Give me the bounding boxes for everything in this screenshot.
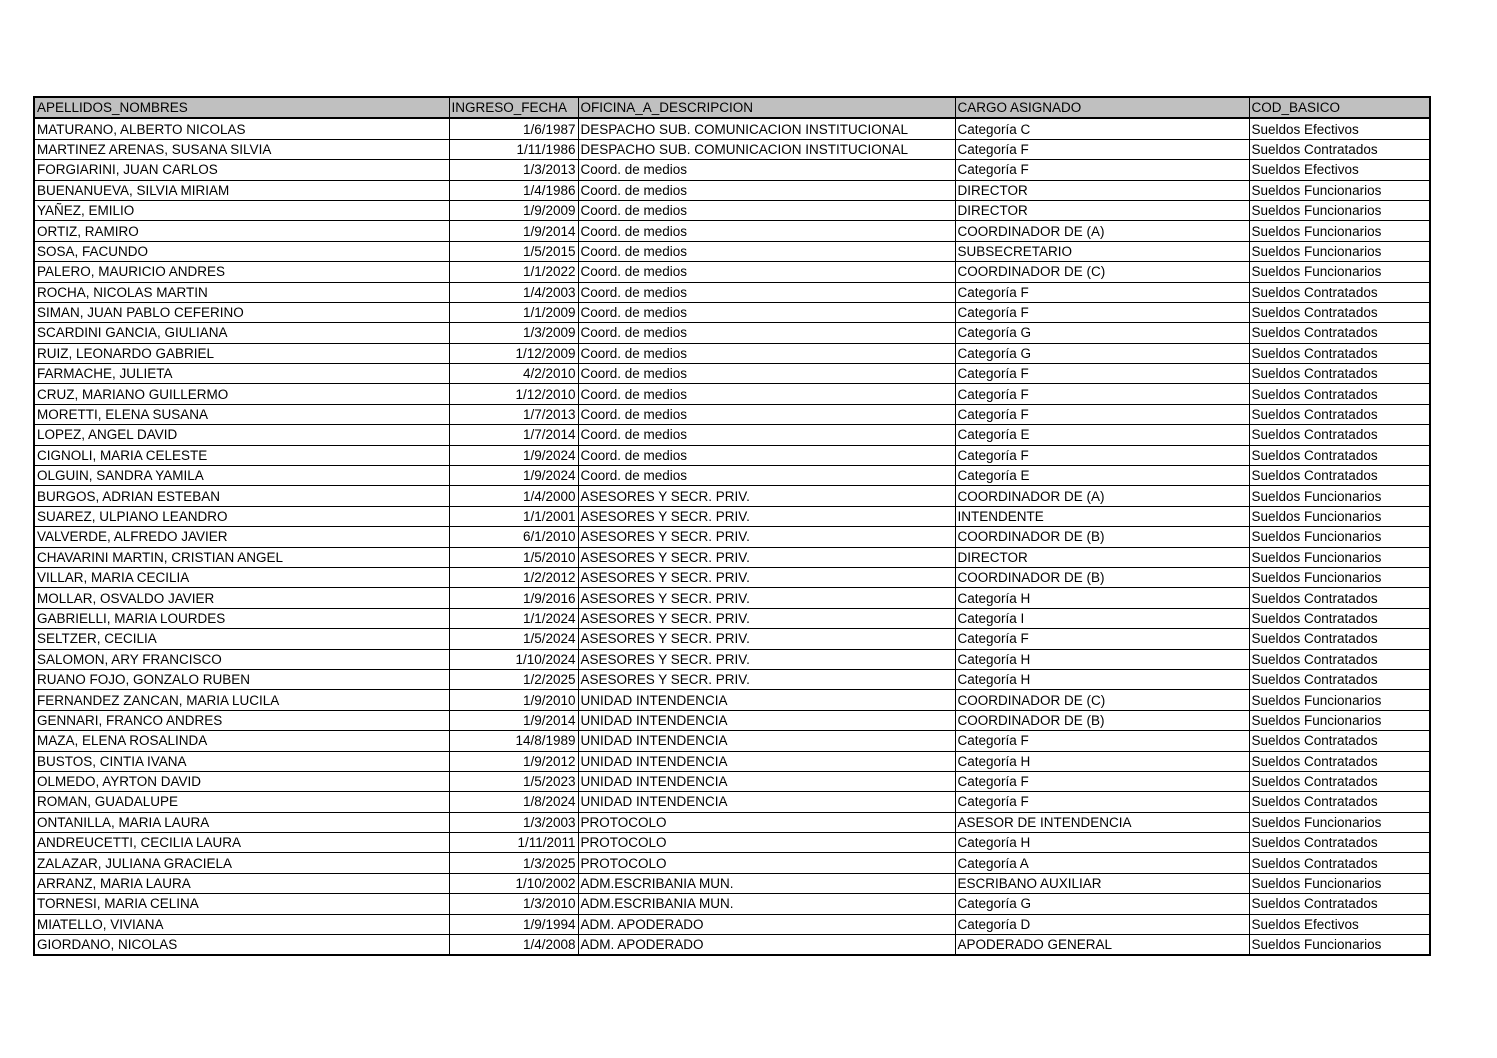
- table-row: [34, 629, 1430, 649]
- cell-ingreso-fecha: 1/3/2003: [449, 812, 578, 832]
- table-row: [34, 527, 1430, 547]
- cell-ingreso-fecha: 1/3/2025: [449, 853, 578, 873]
- table-row: [34, 751, 1430, 771]
- cell-oficina: ADM.ESCRIBANIA MUN.: [578, 873, 955, 893]
- cell-cargo: Categoría H: [955, 751, 1249, 771]
- cell-ingreso-fecha: 1/9/2014: [449, 710, 578, 730]
- table-row: [34, 547, 1430, 567]
- cell-oficina: Coord. de medios: [578, 262, 955, 282]
- cell-cod-basico: Sueldos Contratados: [1249, 445, 1430, 465]
- cell-cod-basico: Sueldos Contratados: [1249, 588, 1430, 608]
- table-row: [34, 262, 1430, 282]
- cell-ingreso-fecha: 1/11/2011: [449, 833, 578, 853]
- cell-oficina: UNIDAD INTENDENCIA: [578, 731, 955, 751]
- cell-cargo: Categoría F: [955, 731, 1249, 751]
- table-row: [34, 914, 1430, 934]
- cell-name: RUIZ, LEONARDO GABRIEL: [34, 343, 449, 363]
- cell-cargo: COORDINADOR DE (A): [955, 486, 1249, 506]
- cell-ingreso-fecha: 1/4/2008: [449, 935, 578, 956]
- cell-oficina: PROTOCOLO: [578, 833, 955, 853]
- cell-ingreso-fecha: 1/11/1986: [449, 139, 578, 159]
- cell-ingreso-fecha: 1/9/2012: [449, 751, 578, 771]
- cell-oficina: DESPACHO SUB. COMUNICACION INSTITUCIONAL: [578, 118, 955, 139]
- cell-cargo: COORDINADOR DE (C): [955, 262, 1249, 282]
- cell-name: MORETTI, ELENA SUSANA: [34, 404, 449, 424]
- table-row: [34, 200, 1430, 220]
- cell-oficina: Coord. de medios: [578, 445, 955, 465]
- cell-oficina: Coord. de medios: [578, 221, 955, 241]
- cell-oficina: ASESORES Y SECR. PRIV.: [578, 629, 955, 649]
- table-row: [34, 160, 1430, 180]
- cell-cod-basico: Sueldos Contratados: [1249, 649, 1430, 669]
- cell-cargo: Categoría H: [955, 649, 1249, 669]
- cell-name: GABRIELLI, MARIA LOURDES: [34, 608, 449, 628]
- table-row: [34, 731, 1430, 751]
- cell-ingreso-fecha: 1/1/2009: [449, 302, 578, 322]
- cell-cargo: Categoría F: [955, 282, 1249, 302]
- table-row: [34, 404, 1430, 424]
- header-row: [34, 97, 1430, 118]
- cell-cod-basico: Sueldos Funcionarios: [1249, 547, 1430, 567]
- cell-oficina: Coord. de medios: [578, 323, 955, 343]
- cell-ingreso-fecha: 1/9/2024: [449, 445, 578, 465]
- cell-cargo: ESCRIBANO AUXILIAR: [955, 873, 1249, 893]
- cell-name: OLMEDO, AYRTON DAVID: [34, 771, 449, 791]
- header-cod-basico: COD_BASICO: [1249, 97, 1430, 118]
- cell-oficina: UNIDAD INTENDENCIA: [578, 710, 955, 730]
- cell-ingreso-fecha: 1/1/2001: [449, 506, 578, 526]
- cell-cod-basico: Sueldos Funcionarios: [1249, 221, 1430, 241]
- cell-ingreso-fecha: 1/5/2010: [449, 547, 578, 567]
- table-row: [34, 935, 1430, 956]
- cell-ingreso-fecha: 1/9/2016: [449, 588, 578, 608]
- cell-cod-basico: Sueldos Contratados: [1249, 323, 1430, 343]
- cell-cargo: Categoría E: [955, 466, 1249, 486]
- cell-cod-basico: Sueldos Funcionarios: [1249, 180, 1430, 200]
- cell-cargo: Categoría F: [955, 139, 1249, 159]
- cell-cargo: Categoría H: [955, 588, 1249, 608]
- cell-ingreso-fecha: 1/4/2000: [449, 486, 578, 506]
- cell-cargo: SUBSECRETARIO: [955, 241, 1249, 261]
- table-row: [34, 241, 1430, 261]
- cell-cargo: COORDINADOR DE (B): [955, 567, 1249, 587]
- table-body: [34, 118, 1430, 955]
- cell-name: MIATELLO, VIVIANA: [34, 914, 449, 934]
- cell-name: ROCHA, NICOLAS MARTIN: [34, 282, 449, 302]
- cell-cargo: Categoría A: [955, 853, 1249, 873]
- cell-name: CIGNOLI, MARIA CELESTE: [34, 445, 449, 465]
- cell-ingreso-fecha: 1/5/2024: [449, 629, 578, 649]
- cell-name: VALVERDE, ALFREDO JAVIER: [34, 527, 449, 547]
- cell-ingreso-fecha: 1/2/2012: [449, 567, 578, 587]
- cell-cargo: COORDINADOR DE (A): [955, 221, 1249, 241]
- cell-cargo: Categoría G: [955, 343, 1249, 363]
- cell-oficina: ASESORES Y SECR. PRIV.: [578, 669, 955, 689]
- cell-name: FARMACHE, JULIETA: [34, 364, 449, 384]
- cell-name: OLGUIN, SANDRA YAMILA: [34, 466, 449, 486]
- table-row: [34, 180, 1430, 200]
- header-apellidos-nombres: APELLIDOS_NOMBRES: [34, 97, 449, 118]
- cell-cargo: COORDINADOR DE (C): [955, 690, 1249, 710]
- cell-ingreso-fecha: 1/4/1986: [449, 180, 578, 200]
- cell-cod-basico: Sueldos Funcionarios: [1249, 241, 1430, 261]
- cell-ingreso-fecha: 1/7/2013: [449, 404, 578, 424]
- cell-ingreso-fecha: 1/7/2014: [449, 425, 578, 445]
- cell-name: FERNANDEZ ZANCAN, MARIA LUCILA: [34, 690, 449, 710]
- cell-cod-basico: Sueldos Contratados: [1249, 771, 1430, 791]
- cell-cargo: Categoría F: [955, 792, 1249, 812]
- table-row: [34, 302, 1430, 322]
- cell-oficina: UNIDAD INTENDENCIA: [578, 771, 955, 791]
- cell-cargo: Categoría G: [955, 323, 1249, 343]
- cell-cod-basico: Sueldos Funcionarios: [1249, 567, 1430, 587]
- cell-oficina: Coord. de medios: [578, 282, 955, 302]
- cell-oficina: PROTOCOLO: [578, 853, 955, 873]
- cell-ingreso-fecha: 1/9/2024: [449, 466, 578, 486]
- cell-name: MATURANO, ALBERTO NICOLAS: [34, 118, 449, 139]
- cell-name: ZALAZAR, JULIANA GRACIELA: [34, 853, 449, 873]
- cell-cargo: Categoría F: [955, 364, 1249, 384]
- cell-cod-basico: Sueldos Funcionarios: [1249, 262, 1430, 282]
- table-row: [34, 649, 1430, 669]
- cell-cargo: Categoría H: [955, 833, 1249, 853]
- cell-oficina: ASESORES Y SECR. PRIV.: [578, 588, 955, 608]
- table-row: [34, 792, 1430, 812]
- cell-name: MARTINEZ ARENAS, SUSANA SILVIA: [34, 139, 449, 159]
- cell-cod-basico: Sueldos Contratados: [1249, 669, 1430, 689]
- table-row: [34, 323, 1430, 343]
- table-row: [34, 486, 1430, 506]
- cell-oficina: Coord. de medios: [578, 384, 955, 404]
- table-row: [34, 364, 1430, 384]
- cell-name: GIORDANO, NICOLAS: [34, 935, 449, 956]
- cell-cod-basico: Sueldos Contratados: [1249, 384, 1430, 404]
- table-row: [34, 812, 1430, 832]
- cell-ingreso-fecha: 4/2/2010: [449, 364, 578, 384]
- table-row: [34, 139, 1430, 159]
- cell-cod-basico: Sueldos Funcionarios: [1249, 200, 1430, 220]
- table-row: [34, 118, 1430, 139]
- cell-ingreso-fecha: 1/6/1987: [449, 118, 578, 139]
- cell-name: YAÑEZ, EMILIO: [34, 200, 449, 220]
- cell-oficina: Coord. de medios: [578, 200, 955, 220]
- cell-cargo: ASESOR DE INTENDENCIA: [955, 812, 1249, 832]
- cell-oficina: Coord. de medios: [578, 466, 955, 486]
- cell-cod-basico: Sueldos Contratados: [1249, 751, 1430, 771]
- cell-cod-basico: Sueldos Contratados: [1249, 629, 1430, 649]
- cell-cod-basico: Sueldos Contratados: [1249, 833, 1430, 853]
- cell-oficina: Coord. de medios: [578, 180, 955, 200]
- cell-oficina: ASESORES Y SECR. PRIV.: [578, 649, 955, 669]
- cell-cod-basico: Sueldos Contratados: [1249, 282, 1430, 302]
- cell-name: PALERO, MAURICIO ANDRES: [34, 262, 449, 282]
- cell-ingreso-fecha: 1/12/2010: [449, 384, 578, 404]
- cell-ingreso-fecha: 1/2/2025: [449, 669, 578, 689]
- cell-oficina: UNIDAD INTENDENCIA: [578, 690, 955, 710]
- cell-ingreso-fecha: 1/9/2010: [449, 690, 578, 710]
- cell-cargo: DIRECTOR: [955, 180, 1249, 200]
- cell-oficina: Coord. de medios: [578, 364, 955, 384]
- table-row: [34, 466, 1430, 486]
- cell-cod-basico: Sueldos Efectivos: [1249, 118, 1430, 139]
- cell-oficina: ASESORES Y SECR. PRIV.: [578, 608, 955, 628]
- cell-oficina: Coord. de medios: [578, 160, 955, 180]
- cell-ingreso-fecha: 14/8/1989: [449, 731, 578, 751]
- cell-oficina: ADM. APODERADO: [578, 914, 955, 934]
- cell-cargo: Categoría F: [955, 445, 1249, 465]
- table-row: [34, 506, 1430, 526]
- table-row: [34, 282, 1430, 302]
- cell-name: ORTIZ, RAMIRO: [34, 221, 449, 241]
- cell-ingreso-fecha: 1/9/2009: [449, 200, 578, 220]
- cell-oficina: UNIDAD INTENDENCIA: [578, 751, 955, 771]
- cell-name: SOSA, FACUNDO: [34, 241, 449, 261]
- header-oficina-descripcion: OFICINA_A_DESCRIPCION: [578, 97, 955, 118]
- cell-ingreso-fecha: 1/9/1994: [449, 914, 578, 934]
- table-row: [34, 873, 1430, 893]
- table-row: [34, 853, 1430, 873]
- cell-cargo: Categoría C: [955, 118, 1249, 139]
- cell-ingreso-fecha: 1/4/2003: [449, 282, 578, 302]
- cell-name: BUSTOS, CINTIA IVANA: [34, 751, 449, 771]
- cell-ingreso-fecha: 1/1/2022: [449, 262, 578, 282]
- cell-cargo: Categoría F: [955, 160, 1249, 180]
- cell-cod-basico: Sueldos Contratados: [1249, 139, 1430, 159]
- cell-cod-basico: Sueldos Funcionarios: [1249, 527, 1430, 547]
- cell-cod-basico: Sueldos Funcionarios: [1249, 873, 1430, 893]
- cell-name: GENNARI, FRANCO ANDRES: [34, 710, 449, 730]
- table-row: [34, 445, 1430, 465]
- cell-cod-basico: Sueldos Contratados: [1249, 853, 1430, 873]
- table-row: [34, 710, 1430, 730]
- cell-cargo: Categoría F: [955, 404, 1249, 424]
- cell-cargo: Categoría I: [955, 608, 1249, 628]
- cell-oficina: ADM. APODERADO: [578, 935, 955, 956]
- cell-cod-basico: Sueldos Efectivos: [1249, 914, 1430, 934]
- table-row: [34, 669, 1430, 689]
- table-row: [34, 343, 1430, 363]
- table-row: [34, 221, 1430, 241]
- cell-oficina: ASESORES Y SECR. PRIV.: [578, 486, 955, 506]
- cell-cod-basico: Sueldos Funcionarios: [1249, 935, 1430, 956]
- cell-name: MAZA, ELENA ROSALINDA: [34, 731, 449, 751]
- table-row: [34, 690, 1430, 710]
- table-row: [34, 608, 1430, 628]
- cell-cod-basico: Sueldos Funcionarios: [1249, 486, 1430, 506]
- cell-oficina: ASESORES Y SECR. PRIV.: [578, 547, 955, 567]
- header-cargo-asignado: CARGO ASIGNADO: [955, 97, 1249, 118]
- table-row: [34, 894, 1430, 914]
- table-row: [34, 588, 1430, 608]
- cell-name: RUANO FOJO, GONZALO RUBEN: [34, 669, 449, 689]
- cell-name: SALOMON, ARY FRANCISCO: [34, 649, 449, 669]
- cell-ingreso-fecha: 1/10/2002: [449, 873, 578, 893]
- cell-cod-basico: Sueldos Contratados: [1249, 792, 1430, 812]
- cell-oficina: ASESORES Y SECR. PRIV.: [578, 506, 955, 526]
- cell-cargo: Categoría F: [955, 384, 1249, 404]
- cell-cargo: Categoría D: [955, 914, 1249, 934]
- cell-cargo: Categoría H: [955, 669, 1249, 689]
- cell-ingreso-fecha: 1/3/2010: [449, 894, 578, 914]
- cell-cargo: INTENDENTE: [955, 506, 1249, 526]
- cell-ingreso-fecha: 1/5/2023: [449, 771, 578, 791]
- cell-oficina: PROTOCOLO: [578, 812, 955, 832]
- cell-oficina: Coord. de medios: [578, 425, 955, 445]
- cell-oficina: Coord. de medios: [578, 343, 955, 363]
- cell-cargo: Categoría E: [955, 425, 1249, 445]
- table-row: [34, 833, 1430, 853]
- table-row: [34, 384, 1430, 404]
- cell-ingreso-fecha: 6/1/2010: [449, 527, 578, 547]
- cell-oficina: ADM.ESCRIBANIA MUN.: [578, 894, 955, 914]
- cell-cod-basico: Sueldos Contratados: [1249, 731, 1430, 751]
- cell-cargo: COORDINADOR DE (B): [955, 710, 1249, 730]
- cell-cod-basico: Sueldos Funcionarios: [1249, 506, 1430, 526]
- cell-name: MOLLAR, OSVALDO JAVIER: [34, 588, 449, 608]
- cell-name: SELTZER, CECILIA: [34, 629, 449, 649]
- header-ingreso-fecha: INGRESO_FECHA: [449, 97, 578, 118]
- cell-cod-basico: Sueldos Contratados: [1249, 404, 1430, 424]
- cell-ingreso-fecha: 1/1/2024: [449, 608, 578, 628]
- table-row: [34, 567, 1430, 587]
- table-row: [34, 425, 1430, 445]
- cell-cod-basico: Sueldos Contratados: [1249, 364, 1430, 384]
- cell-name: LOPEZ, ANGEL DAVID: [34, 425, 449, 445]
- cell-cod-basico: Sueldos Contratados: [1249, 343, 1430, 363]
- cell-oficina: Coord. de medios: [578, 241, 955, 261]
- cell-cod-basico: Sueldos Contratados: [1249, 302, 1430, 322]
- cell-ingreso-fecha: 1/3/2009: [449, 323, 578, 343]
- cell-name: SCARDINI GANCIA, GIULIANA: [34, 323, 449, 343]
- cell-name: CRUZ, MARIANO GUILLERMO: [34, 384, 449, 404]
- cell-name: BURGOS, ADRIAN ESTEBAN: [34, 486, 449, 506]
- cell-name: ARRANZ, MARIA LAURA: [34, 873, 449, 893]
- cell-cargo: DIRECTOR: [955, 547, 1249, 567]
- cell-name: VILLAR, MARIA CECILIA: [34, 567, 449, 587]
- cell-oficina: ASESORES Y SECR. PRIV.: [578, 527, 955, 547]
- cell-name: CHAVARINI MARTIN, CRISTIAN ANGEL: [34, 547, 449, 567]
- cell-cod-basico: Sueldos Contratados: [1249, 608, 1430, 628]
- cell-cargo: Categoría F: [955, 771, 1249, 791]
- cell-cod-basico: Sueldos Funcionarios: [1249, 812, 1430, 832]
- cell-ingreso-fecha: 1/3/2013: [449, 160, 578, 180]
- cell-name: TORNESI, MARIA CELINA: [34, 894, 449, 914]
- cell-name: SUAREZ, ULPIANO LEANDRO: [34, 506, 449, 526]
- cell-name: ROMAN, GUADALUPE: [34, 792, 449, 812]
- cell-oficina: DESPACHO SUB. COMUNICACION INSTITUCIONAL: [578, 139, 955, 159]
- cell-cargo: DIRECTOR: [955, 200, 1249, 220]
- table-row: [34, 771, 1430, 791]
- cell-oficina: UNIDAD INTENDENCIA: [578, 792, 955, 812]
- cell-name: ONTANILLA, MARIA LAURA: [34, 812, 449, 832]
- cell-cod-basico: Sueldos Funcionarios: [1249, 690, 1430, 710]
- cell-name: FORGIARINI, JUAN CARLOS: [34, 160, 449, 180]
- cell-ingreso-fecha: 1/8/2024: [449, 792, 578, 812]
- cell-cargo: Categoría F: [955, 302, 1249, 322]
- cell-ingreso-fecha: 1/5/2015: [449, 241, 578, 261]
- cell-cargo: APODERADO GENERAL: [955, 935, 1249, 956]
- cell-cod-basico: Sueldos Contratados: [1249, 466, 1430, 486]
- cell-name: BUENANUEVA, SILVIA MIRIAM: [34, 180, 449, 200]
- cell-oficina: ASESORES Y SECR. PRIV.: [578, 567, 955, 587]
- cell-name: SIMAN, JUAN PABLO CEFERINO: [34, 302, 449, 322]
- cell-ingreso-fecha: 1/9/2014: [449, 221, 578, 241]
- cell-cod-basico: Sueldos Efectivos: [1249, 160, 1430, 180]
- personnel-table: [33, 96, 1431, 956]
- cell-ingreso-fecha: 1/10/2024: [449, 649, 578, 669]
- cell-oficina: Coord. de medios: [578, 404, 955, 424]
- cell-cod-basico: Sueldos Contratados: [1249, 894, 1430, 914]
- cell-cod-basico: Sueldos Contratados: [1249, 425, 1430, 445]
- cell-cargo: Categoría G: [955, 894, 1249, 914]
- cell-cod-basico: Sueldos Funcionarios: [1249, 710, 1430, 730]
- cell-cargo: COORDINADOR DE (B): [955, 527, 1249, 547]
- cell-oficina: Coord. de medios: [578, 302, 955, 322]
- cell-ingreso-fecha: 1/12/2009: [449, 343, 578, 363]
- cell-cargo: Categoría F: [955, 629, 1249, 649]
- cell-name: ANDREUCETTI, CECILIA LAURA: [34, 833, 449, 853]
